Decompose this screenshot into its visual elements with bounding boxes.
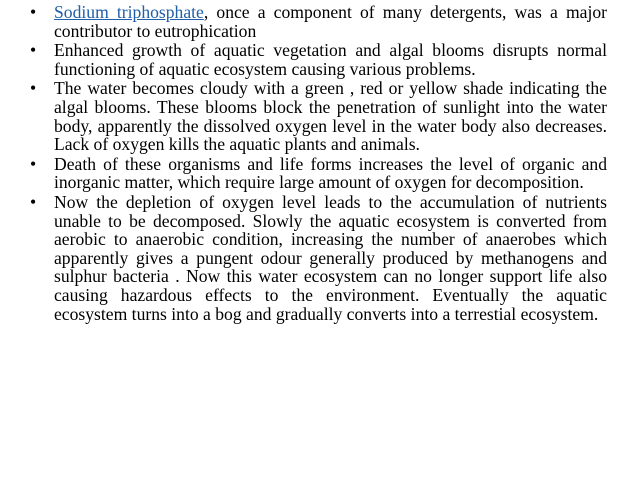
bullet-icon: • [30, 2, 37, 22]
bullet-list [30, 3, 607, 324]
bullet-item-4 [30, 155, 607, 192]
sodium-triphosphate-link[interactable]: Sodium triphosphate [54, 2, 204, 22]
bullet-text-4: Death of these organisms and life forms increases the level of organic and inorganic matter, which require large amount of oxygen for decomposition. [54, 153, 607, 193]
bullet-icon: • [30, 78, 37, 99]
bullet-text-1: , once a component of many detergents, was a major contributor to eutrophication [54, 2, 607, 41]
bullet-item-1 [30, 3, 607, 40]
bullet-icon: • [30, 191, 37, 212]
bullet-text-3: The water becomes cloudy with a green , red or yellow shade indicating the algal blooms. These blooms block the penetration of sunlight into the water body, apparently the dissolved oxygen level in the water body also decreases. Lack of oxygen kills the aquatic plants and animals. [54, 78, 607, 155]
bullet-text-2: Enhanced growth of aquatic vegetation and algal blooms disrupts normal functioning of aquatic ecosystem causing various problems. [54, 40, 607, 79]
bullet-text-5: Now the depletion of oxygen level leads to the accumulation of nutrients unable to be decomposed. Slowly the aquatic ecosystem is converted from aerobic to anaerobic condition, increasing the number of anaerobes which apparently gives a pungent odour generally produced by methanogens and sulphur bacteria . Now this water ecosystem can no longer support life also causing hazardous effects to the environment. Eventually the aquatic ecosystem turns into a bog and gradually converts into a terrestial ecosystem. [54, 191, 607, 324]
bullet-item-3 [30, 79, 607, 153]
bullet-icon: • [30, 40, 37, 61]
bullet-item-5 [30, 193, 607, 323]
bullet-item-2 [30, 41, 607, 78]
bullet-icon: • [30, 153, 37, 174]
